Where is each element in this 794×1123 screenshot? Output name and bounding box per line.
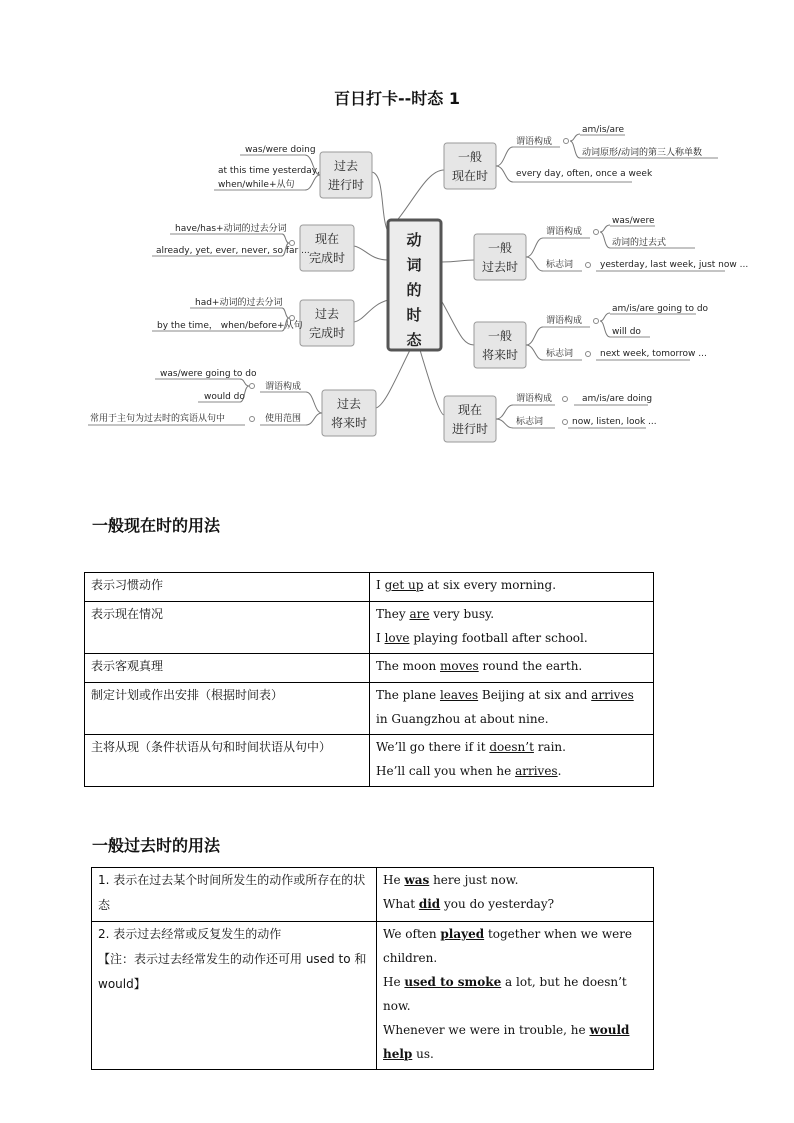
connector — [441, 300, 474, 345]
example-sentence — [383, 892, 647, 916]
example-cell — [370, 573, 654, 602]
node-simple-present — [444, 143, 496, 189]
highlighted-verb: played — [440, 927, 485, 941]
branch-item: by the time， when/before+从句 — [157, 321, 303, 331]
node-future-in-past — [322, 390, 376, 436]
svg-text:一般: 一般 — [457, 150, 483, 164]
center-node — [388, 220, 441, 350]
sentence-text: The plane — [376, 688, 440, 702]
usage-cell — [85, 654, 370, 683]
usage-text: 表示习惯动作 — [91, 578, 164, 592]
sentence-text: at six every morning. — [423, 578, 557, 592]
usage-text: 表示客观真理 — [91, 659, 164, 673]
form-item: was/were — [612, 216, 655, 226]
example-cell — [377, 922, 654, 1070]
branch-item: had+动词的过去分词 — [195, 298, 283, 308]
table-row — [85, 735, 654, 787]
usage-cell — [85, 735, 370, 787]
form-item: 动词原形/动词的第三人称单数 — [582, 148, 703, 158]
sentence-text: here just now. — [429, 873, 519, 887]
svg-text:现在时: 现在时 — [451, 169, 489, 183]
sentence-text: very busy. — [429, 607, 495, 621]
sentence-text: us. — [412, 1047, 434, 1061]
usage-cell — [92, 868, 377, 922]
svg-text:将来时: 将来时 — [330, 416, 368, 430]
highlighted-verb: would help — [383, 1023, 630, 1061]
example-sentence — [383, 922, 647, 970]
table-body — [85, 573, 654, 787]
sentence-text: Whenever we were in trouble, he — [383, 1023, 590, 1037]
table-row — [85, 602, 654, 654]
connector — [441, 260, 474, 262]
highlighted-verb: arrives — [591, 688, 634, 702]
signal-words: yesterday, last week, just now ... — [600, 260, 749, 270]
form-item: am/is/are — [582, 125, 625, 135]
sentence-text: I — [376, 631, 385, 645]
svg-text:将来时: 将来时 — [481, 348, 519, 362]
svg-text:过去时: 过去时 — [481, 260, 519, 274]
sentence-text: Beijing at six and — [478, 688, 592, 702]
table-row — [92, 922, 654, 1070]
highlighted-verb: are — [409, 607, 430, 621]
connector — [354, 246, 388, 260]
highlighted-verb: used to smoke — [404, 975, 502, 989]
branch-item: was/were doing — [245, 145, 316, 155]
sentence-text: What — [383, 897, 419, 911]
connector — [372, 172, 388, 232]
node-past-perfect — [300, 300, 354, 346]
usage-text: 常用于主句为过去时的宾语从句中 — [90, 414, 226, 424]
tense-mindmap — [0, 115, 794, 450]
sentence-text: playing football after school. — [409, 631, 588, 645]
svg-text:一般: 一般 — [487, 329, 513, 343]
sentence-text: rain. — [533, 740, 566, 754]
highlighted-verb: did — [418, 897, 441, 911]
svg-text:进行时: 进行时 — [451, 422, 489, 436]
branch-item: have/has+动词的过去分词 — [175, 224, 287, 234]
signal-label: 标志词 — [546, 260, 574, 270]
branch-item: when/while+从句 — [218, 180, 295, 190]
example-sentence — [376, 654, 647, 678]
table-row — [85, 654, 654, 683]
center-char: 时 — [406, 306, 422, 324]
node-present-progressive — [444, 396, 496, 442]
usage-cell — [85, 602, 370, 654]
example-sentence — [383, 970, 647, 1018]
example-sentence — [376, 759, 647, 783]
connector — [420, 350, 444, 415]
connector — [354, 300, 388, 322]
example-cell — [370, 602, 654, 654]
highlighted-verb: moves — [440, 659, 479, 673]
sentence-text: He — [383, 975, 405, 989]
form-item: would do — [204, 392, 245, 402]
table-body — [92, 868, 654, 1070]
sentence-text: They — [376, 607, 410, 621]
form-item: was/were going to do — [160, 369, 257, 379]
usage-cell — [92, 922, 377, 1070]
example-cell — [377, 868, 654, 922]
highlighted-verb: arrives — [515, 764, 558, 778]
highlighted-verb: get up — [384, 578, 424, 592]
svg-text:过去: 过去 — [336, 397, 362, 411]
sentence-text: round the earth. — [478, 659, 583, 673]
highlighted-verb: leaves — [439, 688, 479, 702]
sentence-text: We often — [383, 927, 441, 941]
svg-text:进行时: 进行时 — [327, 178, 365, 192]
highlighted-verb: doesn’t — [489, 740, 534, 754]
sentence-text: He — [383, 873, 405, 887]
example-sentence — [376, 735, 647, 759]
svg-text:过去: 过去 — [333, 159, 359, 173]
sentence-text: We’ll go there if it — [376, 740, 490, 754]
section-heading: 一般现在时的用法 — [92, 516, 221, 535]
signal-words: every day, often, once a week — [516, 169, 653, 179]
example-sentence — [383, 868, 647, 892]
usage-text: 主将从现（条件状语从句和时间状语从句中） — [91, 740, 332, 754]
sentence-text: you do yesterday? — [440, 897, 555, 911]
form-label: 谓语构成 — [265, 382, 302, 392]
usage-text: 制定计划或作出安排（根据时间表） — [91, 688, 284, 702]
svg-text:现在: 现在 — [314, 232, 340, 246]
sentence-text: in Guangzhou at about nine. — [376, 712, 549, 726]
highlighted-verb: was — [404, 873, 430, 887]
svg-text:一般: 一般 — [487, 241, 513, 255]
form-label: 谓语构成 — [546, 316, 583, 326]
example-cell — [370, 683, 654, 735]
usage-text: 表示现在情况 — [91, 607, 164, 621]
example-sentence — [376, 626, 647, 650]
example-sentence — [383, 1018, 647, 1066]
signal-words: next week, tomorrow ... — [600, 349, 707, 359]
form-label: 谓语构成 — [516, 394, 553, 404]
svg-text:过去: 过去 — [314, 307, 340, 321]
center-char: 词 — [406, 256, 422, 274]
svg-text:完成时: 完成时 — [308, 251, 346, 265]
form-label: 谓语构成 — [516, 137, 553, 147]
node-simple-future — [474, 322, 526, 368]
simple-present-usage-table — [84, 572, 654, 787]
node-simple-past — [474, 234, 526, 280]
table-row — [85, 683, 654, 735]
node-past-progressive — [320, 152, 372, 198]
usage-text: 2. 表示过去经常或反复发生的动作 — [98, 927, 282, 941]
form-label: 谓语构成 — [546, 227, 583, 237]
branch-item: at this time yesterday, — [218, 166, 320, 176]
signal-label: 标志词 — [516, 417, 544, 427]
form-item: am/is/are going to do — [612, 304, 709, 314]
simple-past-usage-table — [91, 867, 654, 1070]
signal-words: now, listen, look ... — [572, 417, 657, 427]
usage-label: 使用范围 — [265, 414, 302, 424]
sentence-text: a lot, but he doesn’t now. — [383, 975, 627, 1013]
svg-text:现在: 现在 — [457, 403, 483, 417]
table-row — [92, 868, 654, 922]
connector — [376, 350, 410, 408]
center-char: 动 — [406, 231, 422, 249]
highlighted-verb: love — [384, 631, 410, 645]
example-sentence — [376, 683, 647, 731]
example-sentence — [376, 573, 647, 597]
usage-text: 【注：表示过去经常发生的动作还可用 used to 和 would】 — [98, 952, 367, 991]
example-cell — [370, 735, 654, 787]
sentence-text: together when we were children. — [383, 927, 633, 965]
svg-text:完成时: 完成时 — [308, 326, 346, 340]
form-item: will do — [612, 327, 641, 337]
page-title: 百日打卡--时态 1 — [334, 89, 460, 108]
usage-cell — [85, 573, 370, 602]
branch-item: already, yet, ever, never, so far ... — [156, 246, 310, 256]
form-item: 动词的过去式 — [612, 238, 667, 248]
table-row — [85, 573, 654, 602]
example-sentence — [376, 602, 647, 626]
sentence-text: . — [557, 764, 562, 778]
example-cell — [370, 654, 654, 683]
sentence-text: I — [376, 578, 385, 592]
section-heading: 一般过去时的用法 — [92, 836, 221, 855]
usage-text: 1. 表示在过去某个时间所发生的动作或所存在的状态 — [98, 873, 366, 912]
sentence-text: He’ll call you when he — [376, 764, 516, 778]
usage-cell — [85, 683, 370, 735]
center-char: 的 — [406, 281, 422, 299]
form-item: am/is/are doing — [582, 394, 653, 404]
signal-label: 标志词 — [546, 349, 574, 359]
center-char: 态 — [406, 331, 422, 349]
sentence-text: The moon — [376, 659, 441, 673]
